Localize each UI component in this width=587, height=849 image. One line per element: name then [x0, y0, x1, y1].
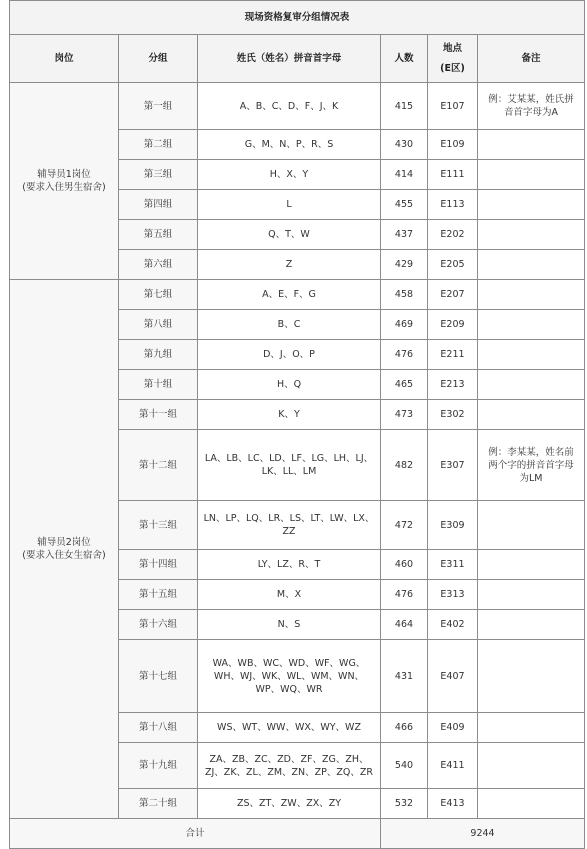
- count-cell: 476: [381, 580, 428, 610]
- count-cell: 532: [381, 789, 428, 819]
- remark-cell: [478, 310, 585, 340]
- table-row: [10, 83, 585, 130]
- remark-cell: [478, 250, 585, 280]
- group-name: 第四组: [119, 190, 198, 220]
- remark-cell: [478, 130, 585, 160]
- room-cell: E202: [428, 220, 478, 250]
- initials-line: LK、LL、LM: [261, 466, 317, 477]
- group-name: 第十六组: [119, 610, 198, 640]
- remark-cell: [478, 83, 585, 130]
- count-cell: 469: [381, 310, 428, 340]
- remark-cell: [478, 501, 585, 550]
- header-count: 人数: [381, 35, 428, 83]
- group-name: 第八组: [119, 310, 198, 340]
- initials-line: G、M、N、P、R、S: [244, 139, 334, 150]
- post-cell: [10, 280, 119, 819]
- room-cell: E209: [428, 310, 478, 340]
- surname-initials: [198, 190, 381, 220]
- remark-line: 两个字的拼音首字母: [488, 459, 574, 471]
- remark-cell: [478, 789, 585, 819]
- surname-initials: [198, 130, 381, 160]
- room-cell: E307: [428, 430, 478, 501]
- initials-line: WS、WT、WW、WX、WY、WZ: [217, 722, 361, 733]
- count-cell: 414: [381, 160, 428, 190]
- surname-initials: [198, 250, 381, 280]
- room-cell: E207: [428, 280, 478, 310]
- count-cell: 473: [381, 400, 428, 430]
- group-name: 第一组: [119, 83, 198, 130]
- initials-line: LA、LB、LC、LD、LF、LG、LH、LJ、: [204, 453, 374, 464]
- initials-line: K、Y: [278, 409, 300, 420]
- count-cell: 460: [381, 550, 428, 580]
- initials-line: N、S: [277, 619, 301, 630]
- remark-cell: [478, 550, 585, 580]
- room-cell: E407: [428, 640, 478, 713]
- initials-line: WH、WJ、WK、WL、WM、WN、: [213, 670, 365, 682]
- group-name: 第三组: [119, 160, 198, 190]
- total-value: 9244: [381, 819, 585, 849]
- surname-initials: [198, 400, 381, 430]
- group-name: 第十九组: [119, 743, 198, 789]
- initials-line: ZZ: [282, 526, 296, 537]
- remark-cell: [478, 430, 585, 501]
- remark-cell: [478, 713, 585, 743]
- post-name: 辅导员2岗位: [37, 537, 91, 548]
- surname-initials: [198, 280, 381, 310]
- remark-cell: [478, 580, 585, 610]
- total-row: [10, 819, 585, 849]
- initials-line: ZS、ZT、ZW、ZX、ZY: [236, 798, 342, 809]
- header-group: 分组: [119, 35, 198, 83]
- header-remark: 备注: [478, 35, 585, 83]
- remark-cell: [478, 743, 585, 789]
- room-cell: E107: [428, 83, 478, 130]
- post-requirement: (要求入住男生宿舍): [22, 182, 106, 193]
- remark-cell: [478, 220, 585, 250]
- initials-line: ZA、ZB、ZC、ZD、ZF、ZG、ZH、: [209, 753, 369, 765]
- count-cell: 465: [381, 370, 428, 400]
- group-name: 第十一组: [119, 400, 198, 430]
- initials-line: B、C: [277, 319, 301, 330]
- header-location: [428, 35, 478, 83]
- header-location-line2: (E区): [440, 62, 465, 74]
- count-cell: 455: [381, 190, 428, 220]
- remark-line: 音首字母为A: [504, 107, 559, 118]
- count-cell: 540: [381, 743, 428, 789]
- surname-initials: [198, 580, 381, 610]
- count-cell: 482: [381, 430, 428, 501]
- table-title: 现场资格复审分组情况表: [10, 1, 585, 35]
- initials-line: Z: [285, 259, 293, 270]
- room-cell: E311: [428, 550, 478, 580]
- remark-cell: [478, 190, 585, 220]
- room-cell: E402: [428, 610, 478, 640]
- count-cell: 429: [381, 250, 428, 280]
- initials-line: M、X: [276, 589, 302, 600]
- initials-line: D、J、O、P: [263, 349, 315, 360]
- title-row: [10, 1, 585, 35]
- total-label: 合计: [10, 819, 381, 849]
- count-cell: 437: [381, 220, 428, 250]
- remark-cell: [478, 640, 585, 713]
- group-name: 第十七组: [119, 640, 198, 713]
- header-location-line1: 地点: [442, 42, 462, 54]
- post-requirement: (要求入住女生宿舍): [22, 550, 106, 561]
- initials-line: Q、T、W: [268, 229, 310, 240]
- remark-cell: [478, 280, 585, 310]
- remark-cell: [478, 370, 585, 400]
- post-cell: [10, 83, 119, 280]
- count-cell: 476: [381, 340, 428, 370]
- count-cell: 466: [381, 713, 428, 743]
- initials-line: H、Q: [276, 379, 302, 390]
- group-name: 第十四组: [119, 550, 198, 580]
- room-cell: E411: [428, 743, 478, 789]
- remark-cell: [478, 610, 585, 640]
- remark-cell: [478, 400, 585, 430]
- room-cell: E413: [428, 789, 478, 819]
- header-row: [10, 35, 585, 83]
- count-cell: 472: [381, 501, 428, 550]
- room-cell: E111: [428, 160, 478, 190]
- surname-initials: [198, 501, 381, 550]
- group-name: 第十八组: [119, 713, 198, 743]
- table-row: [10, 280, 585, 310]
- surname-initials: [198, 610, 381, 640]
- room-cell: E313: [428, 580, 478, 610]
- group-name: 第十三组: [119, 501, 198, 550]
- room-cell: E113: [428, 190, 478, 220]
- group-name: 第五组: [119, 220, 198, 250]
- surname-initials: [198, 160, 381, 190]
- group-name: 第九组: [119, 340, 198, 370]
- group-name: 第十二组: [119, 430, 198, 501]
- remark-cell: [478, 340, 585, 370]
- surname-initials: [198, 713, 381, 743]
- initials-line: WA、WB、WC、WD、WF、WG、: [212, 657, 366, 669]
- room-cell: E211: [428, 340, 478, 370]
- remark-line: 为LM: [519, 472, 543, 484]
- group-name: 第十五组: [119, 580, 198, 610]
- initials-line: LN、LP、LQ、LR、LS、LT、LW、LX、: [203, 513, 375, 524]
- surname-initials: [198, 550, 381, 580]
- initials-line: L: [286, 199, 292, 210]
- group-name: 第七组: [119, 280, 198, 310]
- group-name: 第二组: [119, 130, 198, 160]
- grouping-table: [9, 0, 585, 849]
- surname-initials: [198, 789, 381, 819]
- count-cell: 431: [381, 640, 428, 713]
- room-cell: E109: [428, 130, 478, 160]
- initials-line: ZJ、ZK、ZL、ZM、ZN、ZP、ZQ、ZR: [205, 766, 373, 778]
- count-cell: 430: [381, 130, 428, 160]
- group-name: 第十组: [119, 370, 198, 400]
- surname-initials: [198, 370, 381, 400]
- remark-line: 例：李某某，姓名前: [488, 446, 574, 458]
- surname-initials: [198, 640, 381, 713]
- group-name: 第六组: [119, 250, 198, 280]
- surname-initials: [198, 340, 381, 370]
- surname-initials: [198, 430, 381, 501]
- count-cell: 464: [381, 610, 428, 640]
- initials-line: H、X、Y: [269, 169, 309, 180]
- room-cell: E302: [428, 400, 478, 430]
- count-cell: 415: [381, 83, 428, 130]
- header-surname: 姓氏（姓名）拼音首字母: [198, 35, 381, 83]
- surname-initials: [198, 220, 381, 250]
- initials-line: WP、WQ、WR: [255, 683, 323, 695]
- surname-initials: [198, 83, 381, 130]
- surname-initials: [198, 743, 381, 789]
- surname-initials: [198, 310, 381, 340]
- room-cell: E213: [428, 370, 478, 400]
- initials-line: A、E、F、G: [262, 289, 316, 300]
- count-cell: 458: [381, 280, 428, 310]
- room-cell: E409: [428, 713, 478, 743]
- initials-line: LY、LZ、R、T: [257, 559, 321, 570]
- post-name: 辅导员1岗位: [37, 169, 91, 180]
- initials-line: A、B、C、D、F、J、K: [239, 100, 339, 112]
- remark-cell: [478, 160, 585, 190]
- room-cell: E309: [428, 501, 478, 550]
- header-post: 岗位: [10, 35, 119, 83]
- remark-line: 例：艾某某，姓氏拼: [488, 94, 574, 105]
- room-cell: E205: [428, 250, 478, 280]
- group-name: 第二十组: [119, 789, 198, 819]
